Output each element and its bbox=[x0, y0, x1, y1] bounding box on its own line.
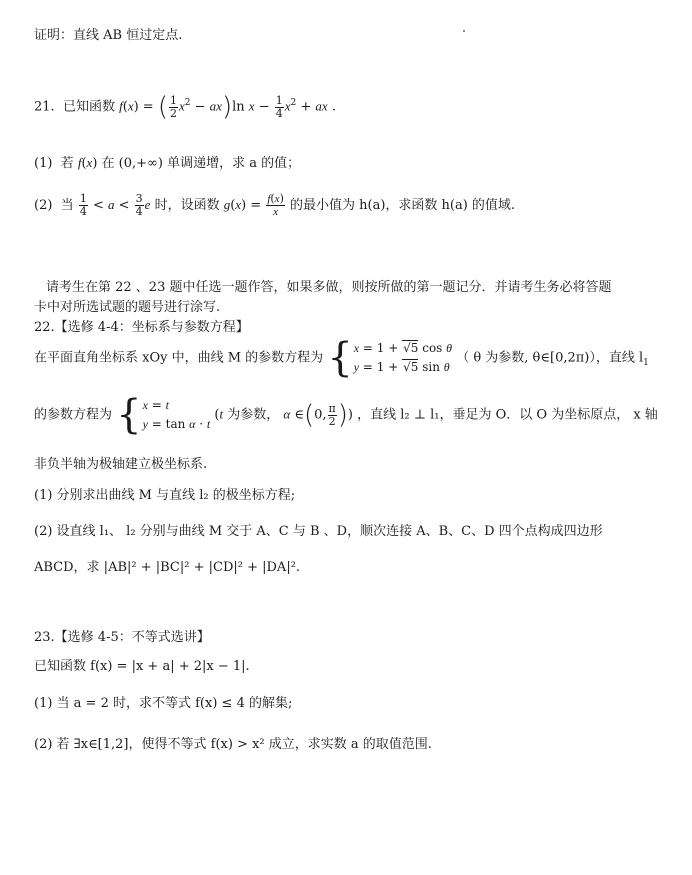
curve-m-parametric-system: { x = 1 + √5 cos θ y = 1 + √5 sin θ bbox=[327, 335, 453, 381]
stray-dot bbox=[463, 30, 465, 32]
q22-line-2: 的参数方程为 { x = t y = tan α · t (t 为参数， α ∈(0, $\frac{\pi}{2}$ )) ，直线 l₂ ⊥ l₁，垂足为 O．以 O 为坐标原点， x 轴 bbox=[34, 392, 658, 438]
instructions-line-1: 请考生在第 22 、23 题中任选一题作答，如果多做，则按所做的第一题记分．并请考生务必将答题 bbox=[46, 280, 612, 295]
q23-part2: (2) 若 ∃x∈[1,2]，使得不等式 f(x) > x² 成立，求实数 a 的取值范围. bbox=[34, 737, 432, 752]
q22-part2: (2) 设直线 l₁、 l₂ 分别与曲线 M 交于 A、C 与 B 、D，顺次连接 A、B、C、D 四个点构成四边形 bbox=[34, 524, 603, 539]
q21-statement: 21. 已知函数 f(x) = ( $\frac{1}{2}$ $x^2 - ax)\ln$ x − $\frac{1}{4}$ $x^2$ + ax . bbox=[34, 92, 336, 122]
q22-line-3: 非负半轴为极轴建立极坐标系. bbox=[34, 457, 208, 472]
q22-part2-cont: ABCD，求 |AB|² + |BC|² + |CD|² + |DA|². bbox=[34, 560, 301, 575]
q23-line-1: 已知函数 f(x) = |x + a| + 2|x − 1|. bbox=[34, 659, 250, 674]
q21-part1: (1) 若 f(x) 在 (0,+∞) 单调递增，求 a 的值； bbox=[34, 155, 301, 171]
q23-part1: (1) 当 a = 2 时，求不等式 f(x) ≤ 4 的解集; bbox=[34, 696, 293, 711]
q22-line-1: 在平面直角坐标系 xOy 中，曲线 M 的参数方程为 { x = 1 + √5 cos θ y = 1 + √5 sin θ （ θ 为参数, θ∈[0,2π)），直线 $l_1$ bbox=[34, 335, 649, 381]
q23-header: 23.【选修 4-5：不等式选讲】 bbox=[34, 630, 210, 645]
line-l1-parametric-system: { x = t y = tan α · t bbox=[116, 392, 211, 438]
q22-part1: (1) 分别求出曲线 M 与直线 l₂ 的极坐标方程; bbox=[34, 488, 296, 503]
instructions-line-2: 卡中对所选试题的题号进行涂写. bbox=[34, 300, 221, 315]
q22-header: 22.【选修 4-4：坐标系与参数方程】 bbox=[34, 320, 249, 335]
q21-part2: (2) 当 $\frac{1}{4}$ < a < $\frac{3}{4}$ e 时，设函数 g(x) = $\frac{f(x)}{x}$ 的最小值为 h(a)，求函数 h(a) 的值域. bbox=[34, 192, 516, 218]
proof-line: 证明：直线 AB 恒过定点. bbox=[34, 28, 183, 43]
